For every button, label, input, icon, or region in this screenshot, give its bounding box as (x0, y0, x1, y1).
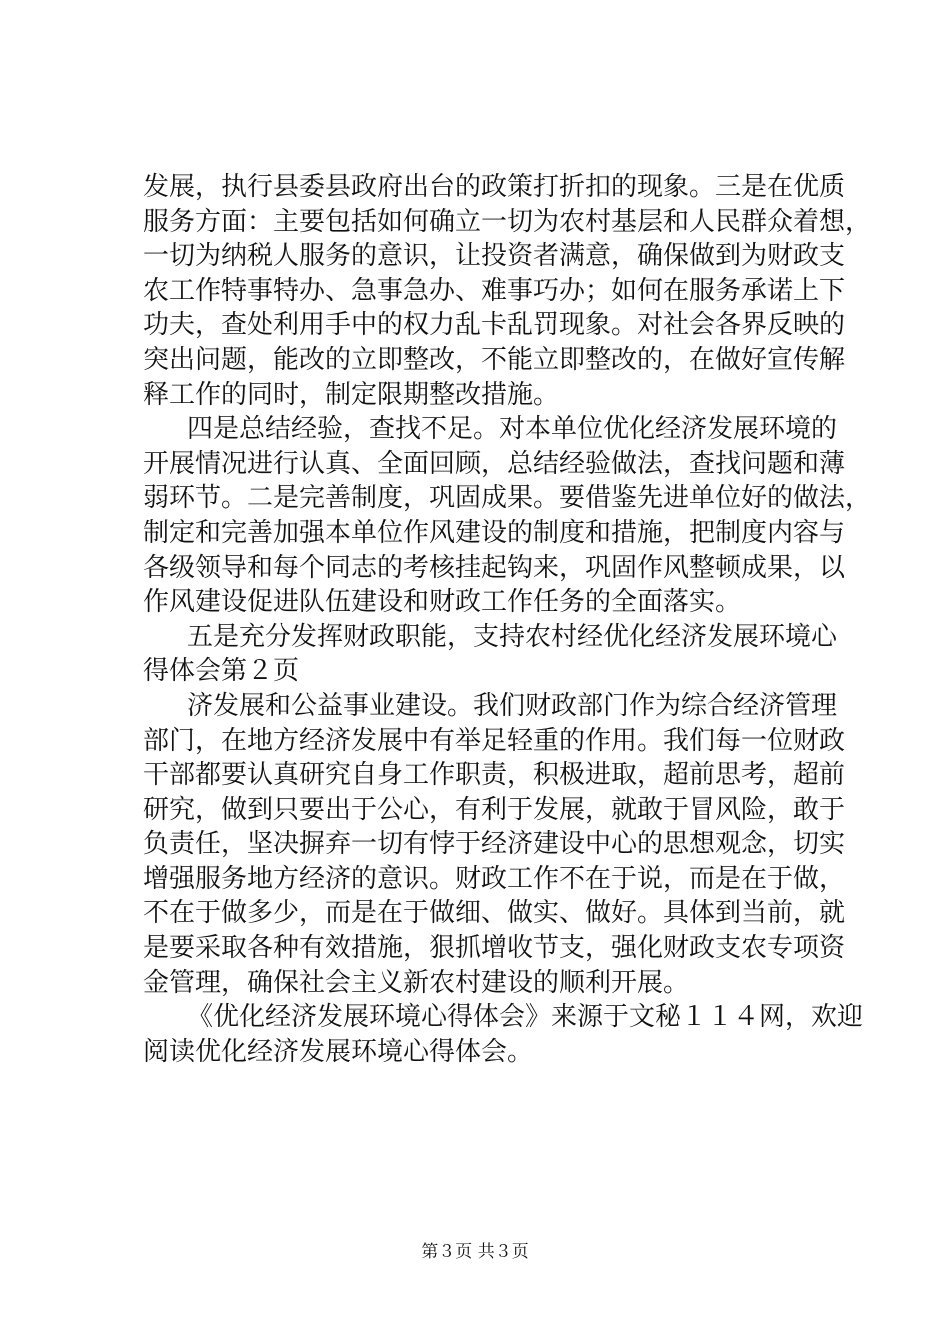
text-line: 作风建设促进队伍建设和财政工作任务的全面落实。 (143, 587, 742, 618)
text-line: 功夫，查处利用手中的权力乱卡乱罚现象。对社会各界反映的 (143, 310, 846, 341)
text-line: 得体会第２页 (143, 656, 300, 687)
text-line: 释工作的同时，制定限期整改措施。 (143, 379, 560, 410)
text-line: 阅读优化经济发展环境心得体会。 (143, 1036, 534, 1067)
paragraph-first-line: 《优化经济发展环境心得体会》来源于文秘１１４网，欢迎 (187, 1002, 864, 1033)
text-line: 干部都要认真研究自身工作职责，积极进取，超前思考，超前 (143, 760, 846, 791)
text-line: 弱环节。二是完善制度，巩固成果。要借鉴先进单位好的做法， (143, 483, 872, 514)
text-line: 一切为纳税人服务的意识，让投资者满意，确保做到为财政支 (143, 241, 846, 272)
text-line: 增强服务地方经济的意识。财政工作不在于说，而是在于做， (143, 863, 846, 894)
text-line: 各级领导和每个同志的考核挂起钩来，巩固作风整顿成果，以 (143, 552, 846, 583)
text-line: 服务方面：主要包括如何确立一切为农村基层和人民群众着想， (143, 206, 872, 237)
text-line: 不在于做多少，而是在于做细、做实、做好。具体到当前，就 (143, 898, 846, 929)
document-body (143, 170, 872, 1069)
text-line: 部门，在地方经济发展中有举足轻重的作用。我们每一位财政 (143, 725, 846, 756)
paragraph-first-line: 五是充分发挥财政职能，支持农村经优化经济发展环境心 (187, 621, 838, 652)
paragraph-first-line: 四是总结经验，查找不足。对本单位优化经济发展环境的 (187, 414, 838, 445)
text-line: 研究，做到只要出于公心，有利于发展，就敢于冒风险，敢于 (143, 794, 846, 825)
text-line: 发展，执行县委县政府出台的政策打折扣的现象。三是在优质 (143, 172, 846, 202)
text-line: 农工作特事特办、急事急办、难事巧办；如何在服务承诺上下 (143, 275, 846, 306)
text-line: 是要采取各种有效措施，狠抓增收节支，强化财政支农专项资 (143, 933, 846, 964)
text-line: 开展情况进行认真、全面回顾，总结经验做法，查找问题和薄 (143, 448, 846, 479)
page-number-footer: 第３页 共３页 (421, 1242, 529, 1262)
text-line: 金管理，确保社会主义新农村建设的顺利开展。 (143, 967, 690, 998)
text-line: 负责任，坚决摒弃一切有悖于经济建设中心的思想观念，切实 (143, 829, 846, 860)
text-line: 制定和完善加强本单位作风建设的制度和措施，把制度内容与 (143, 517, 846, 548)
paragraph-first-line: 济发展和公益事业建设。我们财政部门作为综合经济管理 (187, 690, 838, 721)
text-line: 突出问题，能改的立即整改，不能立即整改的，在做好宣传解 (143, 344, 846, 375)
